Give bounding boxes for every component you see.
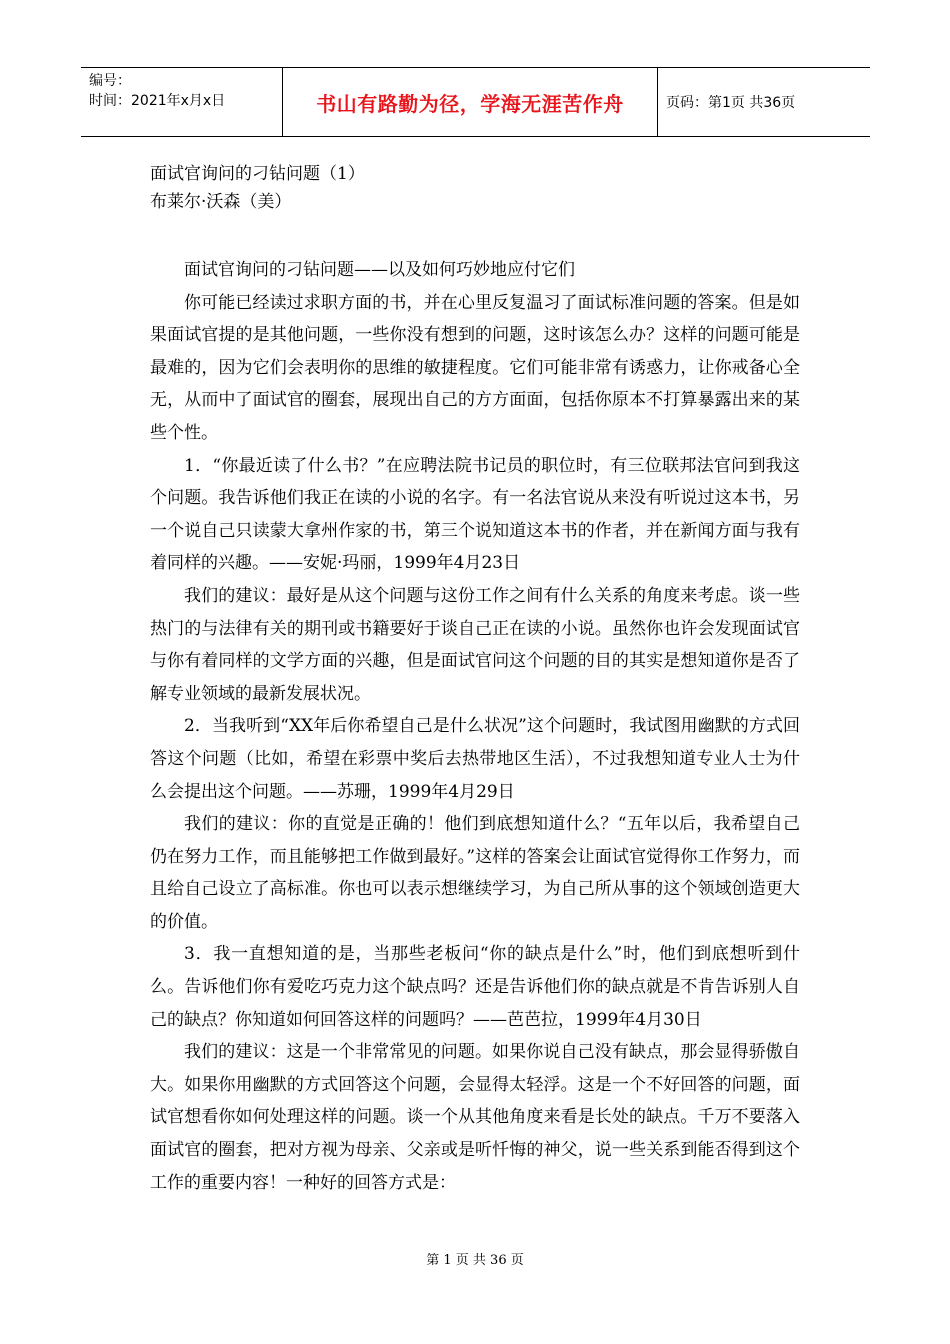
article-title: 面试官询问的刁钻问题（1） — [150, 164, 365, 184]
paragraph-question-1: 1．“你最近读了什么书？”在应聘法院书记员的职位时，有三位联邦法官问到我这个问题。我告诉他们我正在读的小说的名字。有一名法官说从来没有听说过这本书，另一个说自己只读蒙大拿州作家的书，第三个说知道这本书的作者，并在新闻方面与我有着同样的兴趣。——安妮·玛丽，1999年4月23日 — [150, 455, 800, 574]
header-motto: 书山有路勤为径，学海无涯苦作舟 — [283, 68, 658, 136]
paragraph-subtitle: 面试官询问的刁钻问题——以及如何巧妙地应付它们 — [184, 260, 575, 280]
paragraph-question-2: 2．当我听到“XX年后你希望自己是什么状况”这个问题时，我试图用幽默的方式回答这个问题（比如，希望在彩票中奖后去热带地区生活），不过我想知道专业人士为什么会提出这个问题。——苏珊，1999年4月29日 — [150, 716, 800, 802]
page-footer: 第 1 页 共 36 页 — [426, 1253, 524, 1268]
paragraph-question-3: 3．我一直想知道的是，当那些老板问“你的缺点是什么”时，他们到底想听到什么。告诉他们你有爱吃巧克力这个缺点吗？还是告诉他们你的缺点就是不肯告诉别人自己的缺点？你知道如何回答这样的问题吗？——芭芭拉，1999年4月30日 — [150, 944, 800, 1030]
paragraph-advice-3: 我们的建议：这是一个非常常见的问题。如果你说自己没有缺点，那会显得骄傲自大。如果你用幽默的方式回答这个问题，会显得太轻浮。这是一个不好回答的问题，面试官想看你如何处理这样的问题。谈一个从其他角度来看是长处的缺点。千万不要落入面试官的圈套，把对方视为母亲、父亲或是听忏悔的神父，说一些关系到能否得到这个工作的重要内容！一种好的回答方式是： — [150, 1042, 800, 1193]
header-meta — [81, 68, 283, 136]
article-body — [150, 160, 800, 1199]
paragraph-advice-1: 我们的建议：最好是从这个问题与这份工作之间有什么关系的角度来考虑。谈一些热门的与法律有关的期刊或书籍要好于谈自己正在读的小说。虽然你也许会发现面试官与你有着同样的文学方面的兴趣，但是面试官问这个问题的目的其实是想知道你是否了解专业领域的最新发展状况。 — [150, 585, 800, 704]
page-header — [81, 67, 870, 137]
paragraph-intro: 你可能已经读过求职方面的书，并在心里反复温习了面试标准问题的答案。但是如果面试官提的是其他问题，一些你没有想到的问题，这时该怎么办？这样的问题可能是最难的，因为它们会表明你的思维的敏捷程度。它们可能非常有诱惑力，让你戒备心全无，从而中了面试官的圈套，展现出自己的方方面面，包括你原本不打算暴露出来的某些个性。 — [150, 292, 800, 443]
header-page-info: 页码：第1页 共36页 — [666, 95, 796, 111]
article-author: 布莱尔·沃森（美） — [150, 192, 292, 212]
title-spacer — [150, 216, 800, 254]
document-number-label: 编号： — [89, 73, 131, 89]
document-time-label: 时间：2021年x月x日 — [89, 93, 226, 109]
paragraph-advice-2: 我们的建议：你的直觉是正确的！他们到底想知道什么？“五年以后，我希望自己仍在努力工作，而且能够把工作做到最好。”这样的答案会让面试官觉得你工作努力，而且给自己设立了高标准。你也可以表示想继续学习，为自己所从事的这个领域创造更大的价值。 — [150, 814, 800, 932]
